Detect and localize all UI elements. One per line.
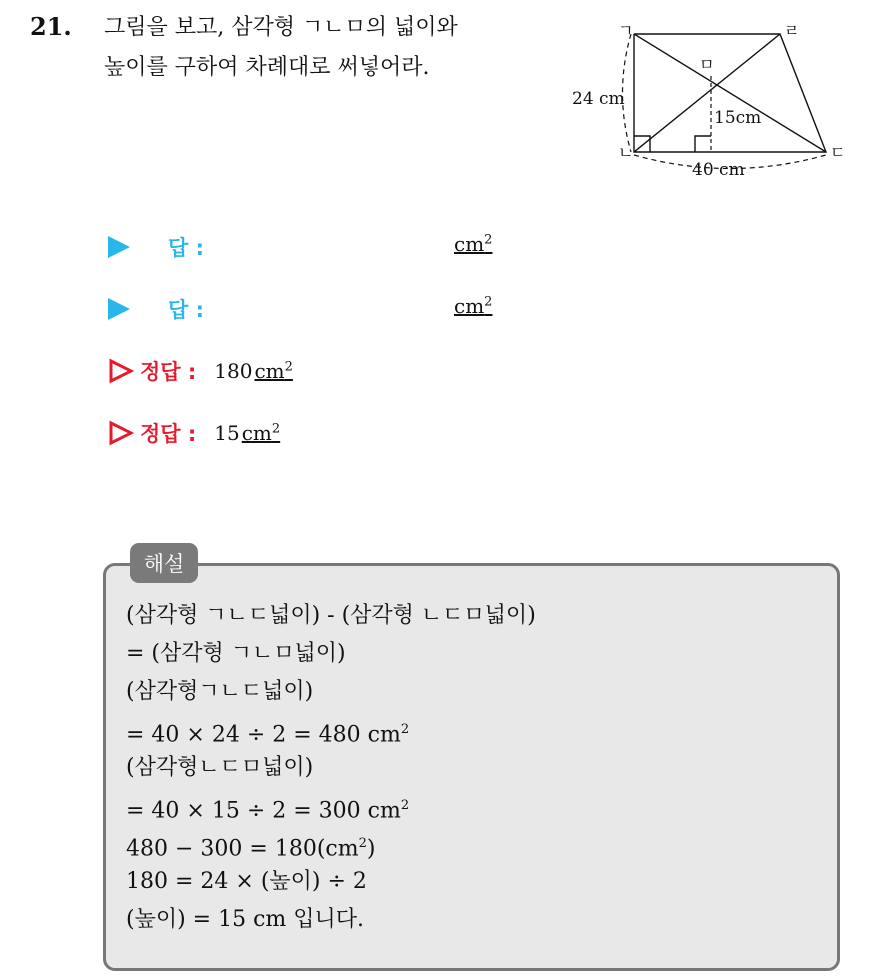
answer-row-1 xyxy=(108,230,528,264)
question-number: 21. xyxy=(30,12,72,41)
correct-value: 180 xyxy=(214,359,253,383)
correct-unit: $cm^2$ xyxy=(254,359,293,383)
label-g: ㄱ xyxy=(618,21,634,40)
correct-value: 15 xyxy=(214,421,240,445)
explanation-line-1: (삼각형 ㄱㄴㄷ넓이) - (삼각형 ㄴㄷㅁ넓이) xyxy=(126,603,536,628)
label-n: ㄴ xyxy=(618,143,634,162)
base-label: 40 cm xyxy=(692,160,745,180)
label-r: ㄹ xyxy=(784,21,800,40)
question-text-line-2: 높이를 구하여 차례대로 써넣어라. xyxy=(104,55,430,80)
height-label: 24 cm xyxy=(572,89,625,109)
explanation-line-2: = (삼각형 ㄱㄴㅁ넓이) xyxy=(126,641,346,666)
explanation-line-7: $480 - 300 = 180(cm^2)$ xyxy=(126,836,376,862)
correct-label: 정답 : xyxy=(140,422,197,446)
correct-arrow-icon xyxy=(108,358,134,384)
answer-unit[interactable]: $cm^2$ xyxy=(454,232,493,256)
label-d: ㄷ xyxy=(830,143,846,162)
label-m: ㅁ xyxy=(699,55,715,74)
correct-arrow-icon xyxy=(108,420,134,446)
explanation-line-4: = 40 × 24 ÷ 2 = 480 $cm^2$ xyxy=(126,722,410,748)
correct-answer-row-1 xyxy=(108,354,293,388)
inner-height-label: 15cm xyxy=(714,108,762,128)
explanation-line-3: (삼각형ㄱㄴㄷ넓이) xyxy=(126,679,314,704)
answer-arrow-icon xyxy=(108,298,130,320)
diagonal-n-r xyxy=(634,34,780,152)
question-text-line-1: 그림을 보고, 삼각형 ㄱㄴㅁ의 넓이와 xyxy=(104,15,458,40)
explanation-line-9: (높이) = 15 cm 입니다. xyxy=(126,907,365,932)
explanation-line-5: (삼각형ㄴㄷㅁ넓이) xyxy=(126,755,314,780)
answer-row-2 xyxy=(108,292,528,326)
correct-unit: $cm^2$ xyxy=(241,421,281,445)
trapezoid-figure xyxy=(568,18,858,190)
correct-answer-row-2 xyxy=(108,416,280,450)
answer-arrow-icon xyxy=(108,236,130,258)
answer-unit[interactable]: $cm^2$ xyxy=(454,294,493,318)
diagonal-g-d xyxy=(634,34,826,152)
explanation-line-8: 180 = 24 × (높이) ÷ 2 xyxy=(126,869,367,894)
explanation-tag: 해설 xyxy=(130,543,198,583)
answer-label: 답 : xyxy=(168,298,204,322)
correct-label: 정답 : xyxy=(140,360,197,384)
explanation-line-6: = 40 × 15 ÷ 2 = 300 $cm^2$ xyxy=(126,798,410,824)
answer-label: 답 : xyxy=(168,236,204,260)
right-angle-mark-m xyxy=(695,136,711,152)
